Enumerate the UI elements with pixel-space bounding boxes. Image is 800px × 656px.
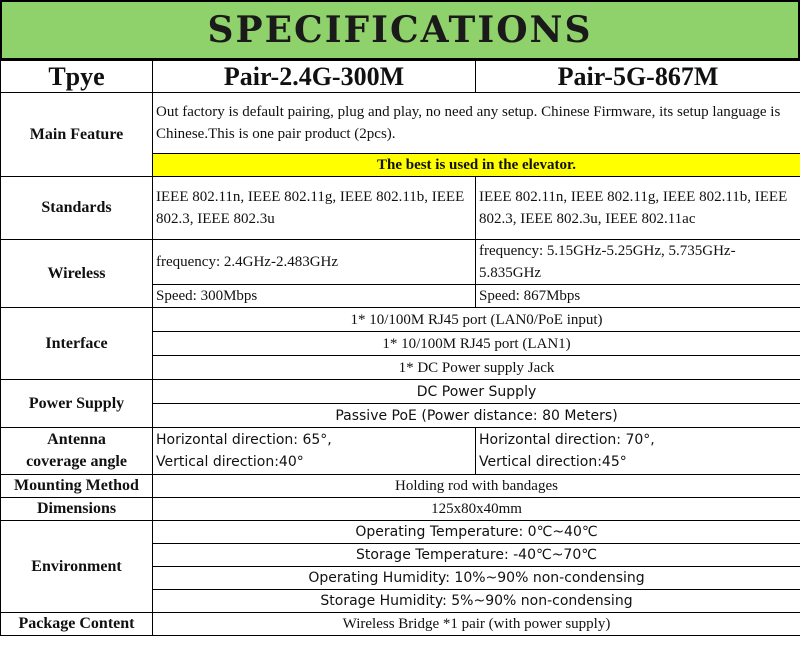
speed-a: Speed: 300Mbps: [153, 285, 476, 308]
wireless-freq-row: [1, 240, 800, 285]
mounting-label: Mounting Method: [1, 475, 153, 498]
type-header: Tpye: [1, 61, 153, 93]
main-feature-text: Out factory is default pairing, plug and play, no need any setup. Chinese Firmware, its setup language is Chinese.This is one pair product (2pcs).: [153, 93, 800, 154]
standards-label: Standards: [1, 177, 153, 240]
power-row-1: [1, 380, 800, 404]
dimensions-value: 125x80x40mm: [153, 498, 800, 521]
interface-item: 1* 10/100M RJ45 port (LAN1): [153, 332, 800, 356]
frequency-b: frequency: 5.15GHz-5.25GHz, 5.735GHz-5.835GHz: [476, 240, 800, 285]
interface-item: 1* 10/100M RJ45 port (LAN0/PoE input): [153, 308, 800, 332]
package-label: Package Content: [1, 613, 153, 636]
antenna-b-vertical: Vertical direction:45°: [479, 454, 627, 470]
package-value: Wireless Bridge *1 pair (with power supply): [153, 613, 800, 636]
spec-table: [0, 60, 800, 636]
antenna-b: [476, 428, 800, 475]
main-feature-label: Main Feature: [1, 93, 153, 177]
antenna-label-line1: Antenna: [47, 431, 106, 448]
antenna-b-horizontal: Horizontal direction: 70°,: [479, 432, 655, 448]
environment-item: Storage Temperature: -40℃~70℃: [153, 544, 800, 567]
header-row: [1, 61, 800, 93]
power-item: DC Power Supply: [153, 380, 800, 404]
standards-b: IEEE 802.11n, IEEE 802.11g, IEEE 802.11b, IEEE 802.3, IEEE 802.3u, IEEE 802.11ac: [476, 177, 800, 240]
environment-item: Operating Humidity: 10%~90% non-condensing: [153, 567, 800, 590]
interface-item: 1* DC Power supply Jack: [153, 356, 800, 380]
elevator-highlight: The best is used in the elevator.: [153, 154, 800, 177]
model-b-header: Pair-5G-867M: [476, 61, 800, 93]
antenna-a-vertical: Vertical direction:40°: [156, 454, 304, 470]
antenna-label: [1, 428, 153, 475]
model-a-header: Pair-2.4G-300M: [153, 61, 476, 93]
standards-row: [1, 177, 800, 240]
power-supply-label: Power Supply: [1, 380, 153, 428]
environment-row-1: [1, 521, 800, 544]
antenna-a: [153, 428, 476, 475]
antenna-row: [1, 428, 800, 475]
environment-label: Environment: [1, 521, 153, 613]
environment-item: Operating Temperature: 0℃~40℃: [153, 521, 800, 544]
main-feature-row: [1, 93, 800, 154]
environment-item: Storage Humidity: 5%~90% non-condensing: [153, 590, 800, 613]
page-title: SPECIFICATIONS: [207, 9, 593, 51]
antenna-a-horizontal: Horizontal direction: 65°,: [156, 432, 332, 448]
dimensions-label: Dimensions: [1, 498, 153, 521]
frequency-a: frequency: 2.4GHz-2.483GHz: [153, 240, 476, 285]
title-banner: [0, 0, 800, 60]
wireless-label: Wireless: [1, 240, 153, 308]
speed-b: Speed: 867Mbps: [476, 285, 800, 308]
interface-row-1: [1, 308, 800, 332]
package-row: [1, 613, 800, 636]
mounting-value: Holding rod with bandages: [153, 475, 800, 498]
standards-a: IEEE 802.11n, IEEE 802.11g, IEEE 802.11b, IEEE 802.3, IEEE 802.3u: [153, 177, 476, 240]
interface-label: Interface: [1, 308, 153, 380]
mounting-row: [1, 475, 800, 498]
power-item: Passive PoE (Power distance: 80 Meters): [153, 404, 800, 428]
dimensions-row: [1, 498, 800, 521]
antenna-label-line2: coverage angle: [26, 453, 127, 470]
